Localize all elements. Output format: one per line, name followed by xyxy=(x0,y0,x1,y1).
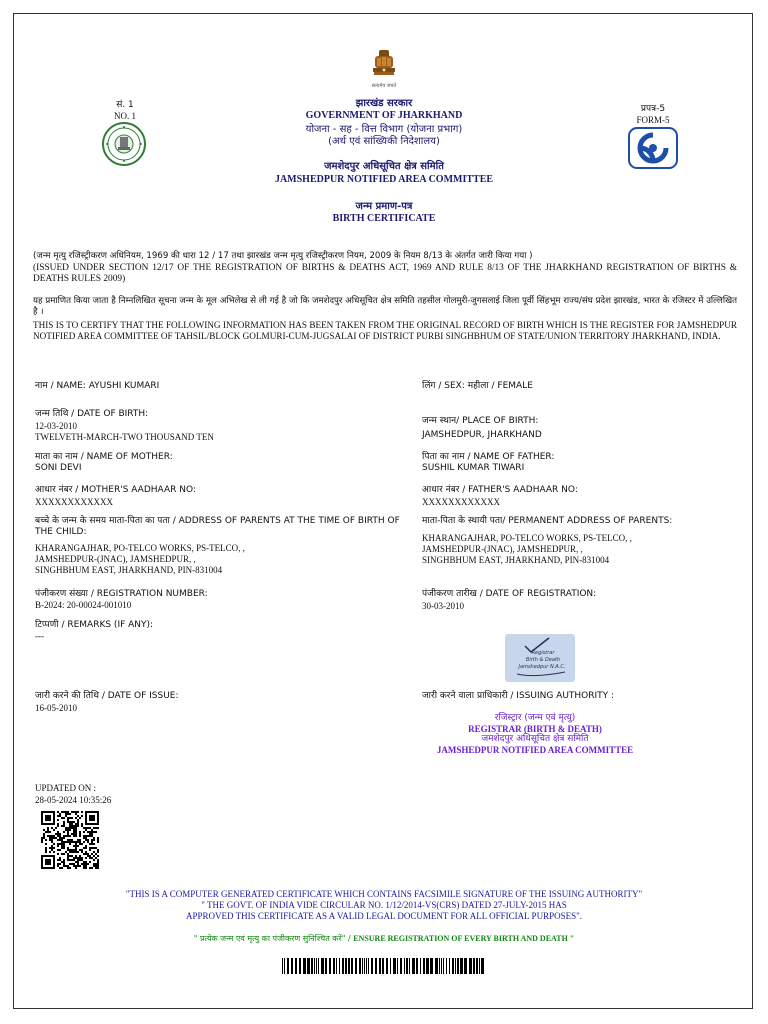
slogan-english: ENSURE REGISTRATION OF EVERY BIRTH AND DEATH " xyxy=(353,934,575,943)
footer-line3: APPROVED THIS CERTIFICATE AS A VALID LEGAL DOCUMENT FOR ALL OFFICIAL PURPOSES". xyxy=(185,911,583,921)
permanent-address-line2: JAMSHEDPUR-(JNAC), JAMSHEDPUR, , xyxy=(422,544,583,554)
form-no: FORM-5 xyxy=(636,115,670,125)
name-row xyxy=(35,381,375,392)
slogan xyxy=(40,934,728,944)
authority-line4: JAMSHEDPUR NOTIFIED AREA COMMITTEE xyxy=(436,745,634,755)
dob-label: जन्म तिथि / DATE OF BIRTH: xyxy=(35,409,149,419)
directorate-hindi: (अर्थ एवं सांख्यिकी निदेशालय) xyxy=(328,136,440,147)
committee-title: JAMSHEDPUR NOTIFIED AREA COMMITTEE xyxy=(274,174,494,185)
name-value: AYUSHI KUMARI xyxy=(88,381,160,391)
committee-hindi: जमशेदपुर अधिसूचित क्षेत्र समिति xyxy=(324,161,444,172)
place-of-birth-label: जन्म स्थान/ PLACE OF BIRTH: xyxy=(422,416,539,426)
mother-label: माता का नाम / NAME OF MOTHER: xyxy=(35,452,173,462)
date-of-issue-label: जारी करने की तिथि / DATE OF ISSUE: xyxy=(35,691,179,701)
footer-line2: " THE GOVT. OF INDIA VIDE CIRCULAR NO. 1/12/2014-VS(CRS) DATED 27-JULY-2015 HAS xyxy=(201,900,567,910)
serial-no-hindi: सं. 1 xyxy=(116,100,134,110)
updated-on-label: UPDATED ON : xyxy=(35,783,97,793)
qr-code xyxy=(41,811,99,869)
remarks-value: --- xyxy=(35,631,44,641)
father-aadhaar-label: आधार नंबर / FATHER'S AADHAAR NO: xyxy=(422,485,578,495)
issued-under-text: (ISSUED UNDER SECTION 12/17 OF THE REGISTRATION OF BIRTHS & DEATHS ACT, 1969 AND RULE 8/13 OF THE JHARKHAND REGISTRATION OF BIRTHS & DEATHS RULES 2009) xyxy=(33,263,737,284)
name-label: नाम / NAME: xyxy=(35,381,86,391)
address-at-birth-line3: SINGHBHUM EAST, JHARKHAND, PIN-831004 xyxy=(35,565,223,575)
mother-aadhaar-label: आधार नंबर / MOTHER'S AADHAAR NO: xyxy=(35,485,196,495)
permanent-address-label: माता-पिता के स्थायी पता/ PERMANENT ADDRESS OF PARENTS: xyxy=(422,516,673,526)
date-of-issue-value: 16-05-2010 xyxy=(35,703,77,713)
mother-aadhaar-value: XXXXXXXXXXXX xyxy=(35,497,113,507)
permanent-address-line1: KHARANGAJHAR, PO-TELCO WORKS, PS-TELCO, , xyxy=(422,533,632,543)
address-at-birth-line1: KHARANGAJHAR, PO-TELCO WORKS, PS-TELCO, , xyxy=(35,543,245,553)
jharkhand-seal xyxy=(102,122,146,166)
government-hindi: झारखंड सरकार xyxy=(355,98,413,109)
stamp-line3: Jamshedpur N.A.C. xyxy=(518,664,566,670)
emblem-caption: सत्यमेव जयते xyxy=(371,83,397,89)
mother-value: SONI DEVI xyxy=(35,463,82,473)
remarks-label: टिप्पणी / REMARKS (IF ANY): xyxy=(35,620,154,630)
father-aadhaar-value: XXXXXXXXXXXX xyxy=(422,497,500,507)
address-at-birth-label: बच्चे के जन्म के समय माता-पिता का पता / ADDRESS OF PARENTS AT THE TIME OF BIRTH OF THE CHILD: xyxy=(35,516,400,537)
registration-number-value: B-2024: 20-00024-001010 xyxy=(35,600,132,610)
department-hindi: योजना - सह - वित्त विभाग (योजना प्रभाग) xyxy=(305,124,463,135)
certificate-title-hindi: जन्म प्रमाण-पत्र xyxy=(355,201,413,212)
sex-row xyxy=(422,381,742,392)
registration-date-value: 30-03-2010 xyxy=(422,601,464,611)
address-at-birth-line2: JAMSHEDPUR-(JNAC), JAMSHEDPUR, , xyxy=(35,554,196,564)
certify-text: THIS IS TO CERTIFY THAT THE FOLLOWING INFORMATION HAS BEEN TAKEN FROM THE ORIGINAL RECORD OF BIRTH WHICH IS THE REGISTER FOR JAMSHEDPUR NOTIFIED AREA COMMITTEE OF TAHSIL/BLOCK GOLMURI-CUM-JUGSALAI OF DISTRICT PURBI SINGHBHUM OF STATE/UNION TERRITORY JHARKHAND, INDIA. xyxy=(33,320,737,341)
crs-logo xyxy=(628,127,678,169)
issuing-authority-label: जारी करने वाला प्राधिकारी / ISSUING AUTHORITY : xyxy=(422,691,615,701)
father-label: पिता का नाम / NAME OF FATHER: xyxy=(422,452,555,462)
footer-line1: "THIS IS A COMPUTER GENERATED CERTIFICATE WHICH CONTAINS FACSIMILE SIGNATURE OF THE ISSUING AUTHORITY" xyxy=(125,889,643,899)
stamp-line1: Registrar xyxy=(531,650,555,656)
slogan-hindi: " प्रत्येक जन्म एवं मृत्यु का पंजीकरण सुनिश्चित करें" / xyxy=(193,934,351,943)
registration-date-label: पंजीकरण तारीख / DATE OF REGISTRATION: xyxy=(422,589,597,599)
stamp-line2: Birth & Death xyxy=(525,657,561,663)
authority-line2: REGISTRAR (BIRTH & DEATH) xyxy=(468,724,602,734)
dob-in-words: TWELVETH-MARCH-TWO THOUSAND TEN xyxy=(35,432,214,442)
updated-on-value: 28-05-2024 10:35:26 xyxy=(35,795,112,805)
dob-value: 12-03-2010 xyxy=(35,421,77,431)
barcode xyxy=(282,958,484,974)
authority-line3: जमशेदपुर अधिसूचित क्षेत्र समिति xyxy=(481,734,589,744)
sex-value: महीला / FEMALE xyxy=(467,381,533,391)
father-value: SUSHIL KUMAR TIWARI xyxy=(422,463,525,473)
certificate-title: BIRTH CERTIFICATE xyxy=(332,213,436,224)
national-emblem xyxy=(368,48,400,82)
issued-under-hindi: (जन्म मृत्यु रजिस्ट्रीकरण अधिनियम, 1969 की धारा 12 / 17 तथा झारखंड जन्म मृत्यु रजिस्ट्रीकरण नियम, 2009 के नियम 8/13 के अंतर्गत जारी किया गया ) xyxy=(33,251,533,261)
government-title: GOVERNMENT OF JHARKHAND xyxy=(305,110,463,121)
serial-no: NO. 1 xyxy=(114,111,136,121)
certify-hindi: यह प्रमाणित किया जाता है निम्नलिखित सूचना जन्म के मूल अभिलेख से ली गई है जो कि जमशेदपुर अधिसूचित क्षेत्र समिति तहसील गोलमुरी-जुगसलाई जिला पूर्वी सिंहभूम राज्य/संघ प्रदेश झारखंड, भारत के रजिस्टर में उल्लिखित है । xyxy=(33,296,737,317)
form-no-hindi: प्रपत्र-5 xyxy=(640,104,666,114)
registrar-signature-stamp xyxy=(505,634,575,682)
permanent-address-line3: SINGHBHUM EAST, JHARKHAND, PIN-831004 xyxy=(422,555,610,565)
place-of-birth-value: JAMSHEDPUR, JHARKHAND xyxy=(422,430,542,440)
sex-label: लिंग / SEX: xyxy=(422,381,465,391)
authority-line1: रजिस्ट्रार (जन्म एवं मृत्यु) xyxy=(494,713,576,723)
registration-number-label: पंजीकरण संख्या / REGISTRATION NUMBER: xyxy=(35,589,208,599)
